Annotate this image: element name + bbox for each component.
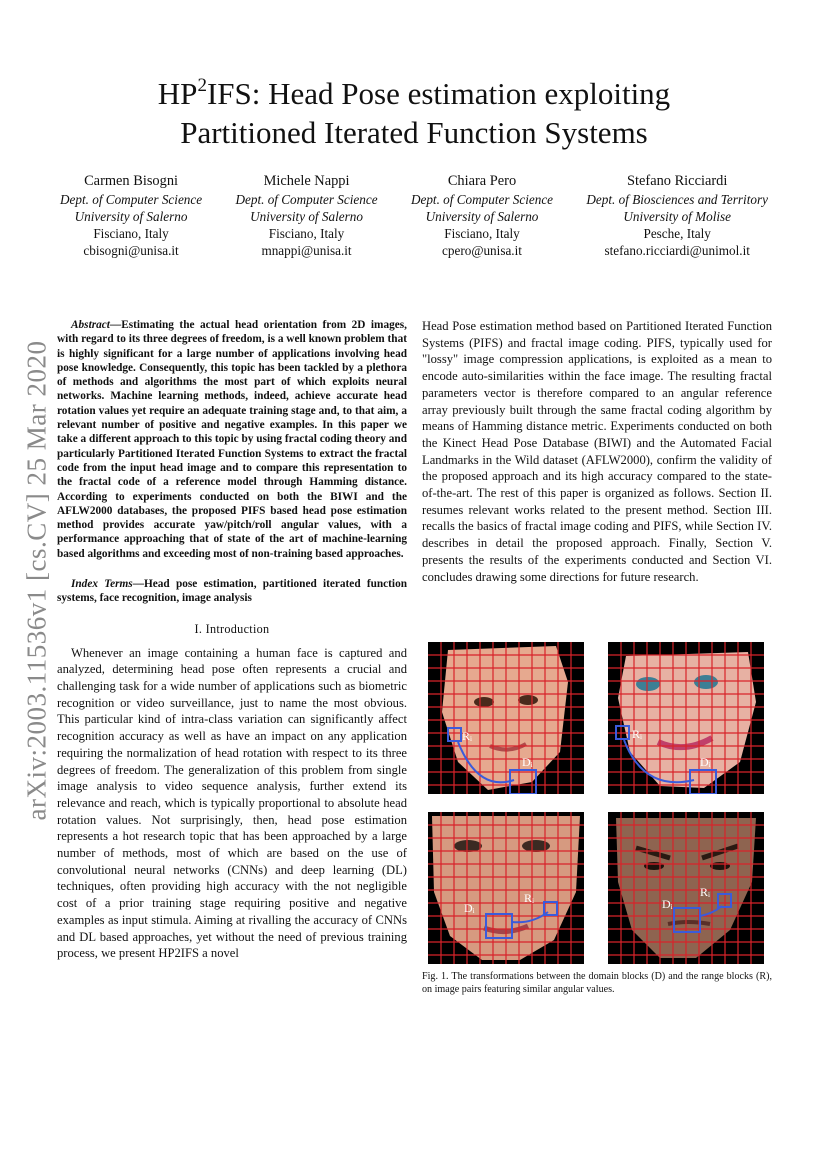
author-email[interactable]: stefano.ricciardi@unimol.it <box>604 243 750 258</box>
author-city: Fisciano, Italy <box>93 226 169 241</box>
author-city: Fisciano, Italy <box>444 226 520 241</box>
author-university: University of Molise <box>623 209 732 224</box>
figure-1 <box>424 640 772 960</box>
introduction-text: Whenever an image containing a human face is captured and analyzed, determining head pose often represents a crucial and challenging task for a wide number of applications such as biometric recognition or video surveillance, just to name the most obvious. This particular kind of intra-class variation can significantly affect recognition accuracy as well as have an impact on any application requiring the normalization of head rotation with respect to its three degrees of freedom. The generalization of this problem from single image analysis to video sequence analysis, further extend its relevance and reach, which is typically proportional to absolute head rotation values. Not surprisingly, then, head pose estimation represents a hot research topic that has been approached by a large number of methods, most of which are based on the use of convolutional neural networks (CNNs) and deep learning (DL) techniques, often providing high accuracy with the not negligible cost of a prior training stage requiring positive and negative examples as input stimula. Aiming at rivalling the accuracy of CNNs and DL based approaches, yet without the need of previous training process, we present HP2IFS a novel <box>57 645 407 961</box>
author-name: Michele Nappi <box>263 173 350 189</box>
author-block <box>586 173 768 259</box>
domain-block-label: Dᵢ <box>464 901 475 915</box>
author-name: Carmen Bisogni <box>84 173 179 189</box>
author-block <box>60 173 202 259</box>
author-dept: Dept. of Biosciences and Territory <box>586 192 768 207</box>
face-image-3 <box>428 812 584 964</box>
abstract-label: Abstract <box>71 319 110 331</box>
title-line-2: Partitioned Iterated Function Systems <box>180 115 648 150</box>
range-block-label: Rᵢ <box>462 729 472 743</box>
author-list <box>60 173 768 259</box>
left-column <box>57 318 407 962</box>
right-column-text: Head Pose estimation method based on Partitioned Iterated Function Systems (PIFS) and fractal image coding. PIFS, typically used for "lossy" image compression applications, is exploited as a mean to encode auto-similarities within the face image. The resulting fractal parameters vector is therefore compared to an angular reference array previously built through the same fractal coding algorithm by means of Hamming distance metric. Experiments conducted on both the Kinect Head Pose Database (BIWI) and the Automated Facial Landmarks in the Wild dataset (AFLW2000), confirm the validity of the proposed approach and its high accuracy compared to the state-of-the-art. The rest of this paper is organized as follows. Section II. resumes relevant works related to the present method. Section III. recalls the basics of fractal image coding and PIFS, while Section IV. describes in detail the proposed approach. Finally, Section V. presents the results of the experiments conducted and Section VI. concludes drawing some directions for future research. <box>422 319 772 584</box>
author-block <box>235 173 377 259</box>
domain-block-label: Dᵢ <box>662 897 673 911</box>
author-university: University of Salerno <box>425 209 539 224</box>
title-line-1: $HP^2IFS$: Head Pose estimation exploiting <box>157 75 671 111</box>
author-name: Chiara Pero <box>447 173 517 189</box>
paper-title <box>60 74 768 152</box>
author-university: University of Salerno <box>250 209 363 224</box>
author-block <box>411 173 553 259</box>
author-email[interactable]: mnappi@unisa.it <box>261 243 352 258</box>
right-column <box>422 318 772 585</box>
index-terms-label: Index Terms <box>71 578 133 591</box>
author-dept: Dept. of Computer Science <box>235 192 378 207</box>
range-block-label: Rᵢ <box>632 727 642 741</box>
face-image-1 <box>428 642 584 794</box>
author-email[interactable]: cbisogni@unisa.it <box>83 243 179 258</box>
author-city: Fisciano, Italy <box>268 226 345 241</box>
range-block-label: Rᵢ <box>700 885 710 899</box>
face-image-4 <box>608 812 764 964</box>
figure-caption: Fig. 1. The transformations between the domain blocks (D) and the range blocks (R), on image pairs featuring similar angular values. <box>422 971 772 995</box>
index-terms-text: —Head pose estimation, partitioned iterated function systems, face recognition, image analysis <box>57 578 407 605</box>
author-dept: Dept. of Computer Science <box>410 192 554 207</box>
author-university: University of Salerno <box>74 209 188 224</box>
face-image-2 <box>608 642 764 794</box>
author-city: Pesche, Italy <box>643 226 711 241</box>
index-terms <box>57 577 407 606</box>
author-email[interactable]: cpero@unisa.it <box>442 243 522 258</box>
domain-block-label: Dᵢ <box>700 755 711 769</box>
domain-block-label: Dᵢ <box>522 755 533 769</box>
arxiv-stamp: arXiv:2003.11536v1 [cs.CV] 25 Mar 2020 <box>21 340 52 820</box>
section-heading-introduction: I. Introduction <box>194 621 270 636</box>
author-name: Stefano Ricciardi <box>627 173 728 189</box>
abstract-text: —Estimating the actual head orientation from 2D images, with regard to its three degrees of freedom, is a well known problem that is highly significant for a large number of applications involving head pose knowledge. Consequently, this topic has been tackled by a plethora of methods and algorithms the most part of which exploits neural networks. Machine learning methods, indeed, achieve accurate head rotation values yet require an adequate training stage and, to that aim, a relevant number of positive and negative examples. In this paper we take a different approach to this topic by using fractal coding theory and particularly Partitioned Iterated Function Systems to extract the fractal code from the input head image and to compare this representation to the fractal code of a reference model through Hamming distance. According to experiments conducted on both the BIWI and the AFLW2000 databases, the proposed PIFS based head pose estimation method provides accurate yaw/pitch/roll angular values, with a performance approaching that of state of the art of machine-learning based algorithms and exceeding most of non-training based approaches. <box>57 319 407 560</box>
range-block-label: Rᵢ <box>524 891 534 905</box>
abstract <box>57 318 407 561</box>
author-dept: Dept. of Computer Science <box>60 192 203 207</box>
